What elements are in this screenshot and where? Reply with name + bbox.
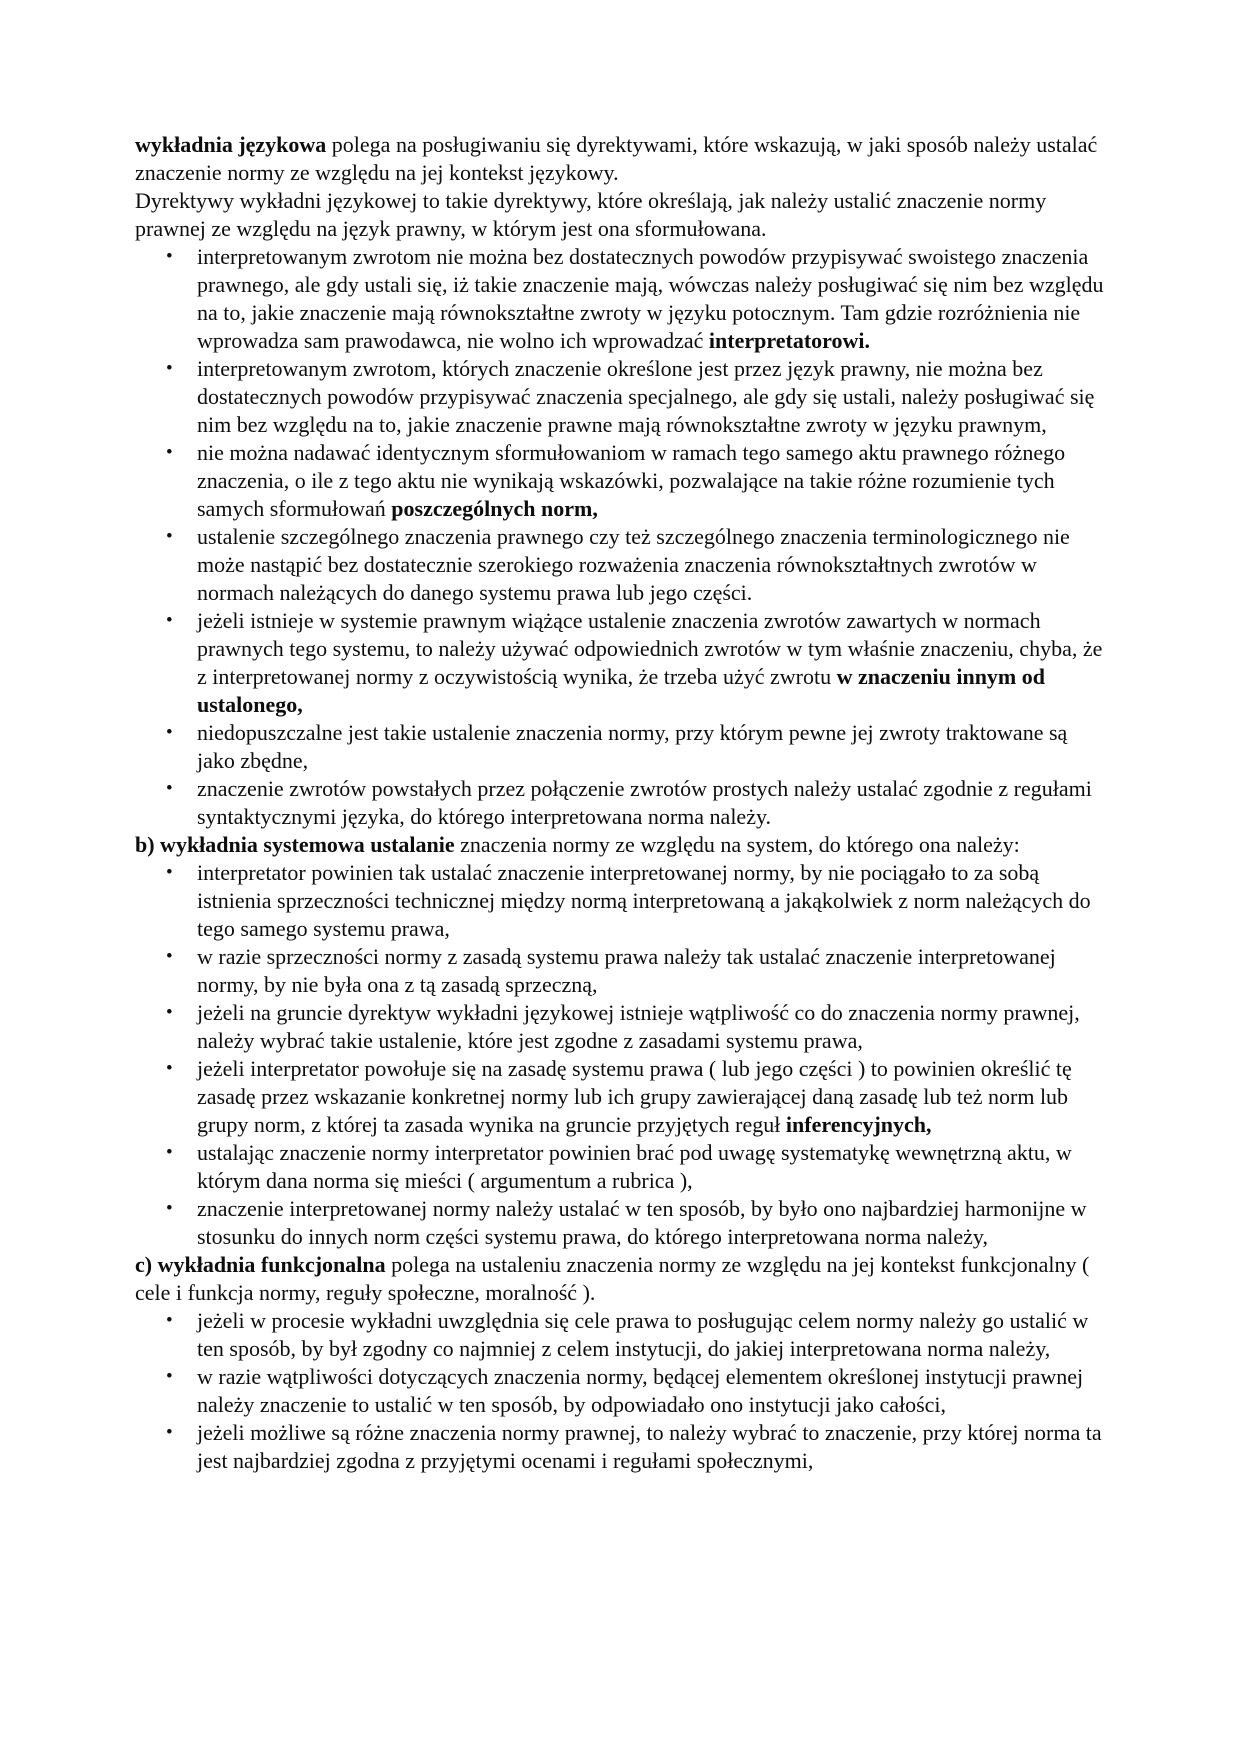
text-run: interpretator powinien tak ustalać znaczenie interpretowanej normy, by nie pociągało to za sobą istnienia sprzeczności technicznej między normą interpretowaną a jakąkolwiek z norm należących do tego samego systemu prawa, [197, 860, 1091, 941]
bullet-icon: • [166, 526, 173, 547]
section-heading-c [135, 1251, 1105, 1307]
list-item [135, 439, 1105, 523]
text-run: w razie sprzeczności normy z zasadą systemu prawa należy tak ustalać znaczenie interpretowanej normy, by nie była ona z tą zasadą sprzeczną, [197, 944, 1056, 997]
list-item [135, 943, 1105, 999]
list-item [135, 243, 1105, 355]
bullet-icon: • [166, 610, 173, 631]
text-run: niedopuszczalne jest takie ustalenie znaczenia normy, przy którym pewne jej zwroty traktowane są jako zbędne, [197, 720, 1068, 773]
list-item [135, 1419, 1105, 1475]
text-run: jeżeli istnieje w systemie prawnym wiążące ustalenie znaczenia zwrotów zawartych w normach prawnych tego systemu, to należy używać odpowiednich zwrotów w tym właśnie znaczeniu, chyba, że z interpretowanej normy z oczywistością wynika, że trzeba użyć zwrotu [197, 608, 1103, 689]
list-item [135, 999, 1105, 1055]
text-run-bold: wykładnia językowa [135, 132, 327, 157]
bullet-icon: • [166, 862, 173, 883]
text-run: znaczenie interpretowanej normy należy ustalać w ten sposób, by było ono najbardziej harmonijne w stosunku do innych norm części systemu prawa, do którego interpretowana norma należy, [197, 1196, 1087, 1249]
text-run-bold: inferencyjnych, [785, 1112, 932, 1137]
bullet-icon: • [166, 246, 173, 267]
bullet-icon: • [166, 722, 173, 743]
bullet-icon: • [166, 1310, 173, 1331]
bullet-icon: • [166, 442, 173, 463]
text-run: jeżeli możliwe są różne znaczenia normy prawnej, to należy wybrać to znaczenie, przy której norma ta jest najbardziej zgodna z przyjętymi ocenami i regułami społecznymi, [197, 1420, 1102, 1473]
text-run: interpretowanym zwrotom nie można bez dostatecznych powodów przypisywać swoistego znaczenia prawnego, ale gdy ustali się, iż takie znaczenie mają, wówczas należy posługiwać się nim bez względu na to, jakie znaczenie mają równokształtne zwroty w języku potocznym. Tam gdzie rozróżnienia nie wprowadza sam prawodawca, nie wolno ich wprowadzać [197, 244, 1104, 353]
list-item [135, 1307, 1105, 1363]
list-item [135, 1139, 1105, 1195]
text-run: interpretowanym zwrotom, których znaczenie określone jest przez język prawny, nie można bez dostatecznych powodów przypisywać znaczenia specjalnego, ale gdy się ustali, należy posługiwać się nim bez względu na to, jakie znaczenie prawne mają równokształtne zwroty w języku prawnym, [197, 356, 1095, 437]
text-run: polega na posługiwaniu się dyrektywami, które wskazują, w jaki sposób należy ustalać znaczenie normy ze względu na jej kontekst językowy. [135, 132, 1098, 185]
section-heading-b [135, 831, 1105, 859]
list-item [135, 1055, 1105, 1139]
text-run-bold: poszczególnych norm, [391, 496, 598, 521]
bullet-list-a [135, 243, 1105, 831]
bullet-icon: • [166, 1366, 173, 1387]
bullet-icon: • [166, 778, 173, 799]
text-run: w razie wątpliwości dotyczących znaczenia normy, będącej elementem określonej instytucji prawnej należy znaczenie to ustalić w ten sposób, by odpowiadało ono instytucji jako całości, [197, 1364, 1084, 1417]
bullet-icon: • [166, 358, 173, 379]
bullet-icon: • [166, 946, 173, 967]
bullet-list-c [135, 1307, 1105, 1475]
intro-paragraph-1 [135, 131, 1105, 187]
bullet-icon: • [166, 1198, 173, 1219]
list-item [135, 1363, 1105, 1419]
bullet-icon: • [166, 1058, 173, 1079]
bullet-icon: • [166, 1002, 173, 1023]
text-run: jeżeli interpretator powołuje się na zasadę systemu prawa ( lub jego części ) to powinien określić tę zasadę przez wskazanie konkretnej normy lub ich grupy zawierającej daną zasadę lub też norm lub grupy norm, z której ta zasada wynika na gruncie przyjętych reguł [197, 1056, 1072, 1137]
list-item [135, 355, 1105, 439]
list-item [135, 607, 1105, 719]
text-run: znaczenia normy ze względu na system, do którego ona należy: [454, 832, 1020, 857]
text-run: polega na ustaleniu znaczenia normy ze względu na jej kontekst funkcjonalny ( cele i funkcja normy, reguły społeczne, moralność ). [135, 1252, 1090, 1305]
bullet-icon: • [166, 1142, 173, 1163]
list-item [135, 775, 1105, 831]
text-run-bold: w znaczeniu innym od ustalonego, [197, 664, 1045, 717]
list-item [135, 859, 1105, 943]
text-run: Dyrektywy wykładni językowej to takie dyrektywy, które określają, jak należy ustalić znaczenie normy prawnej ze względu na język prawny, w którym jest ona sformułowana. [135, 188, 1047, 241]
text-run: znaczenie zwrotów powstałych przez połączenie zwrotów prostych należy ustalać zgodnie z regułami syntaktycznymi języka, do którego interpretowana norma należy. [197, 776, 1092, 829]
text-run: ustalając znaczenie normy interpretator powinien brać pod uwagę systematykę wewnętrzną aktu, w którym dana norma się mieści ( argumentum a rubrica ), [197, 1140, 1072, 1193]
text-run-bold: b) wykładnia systemowa ustalanie [135, 832, 455, 857]
text-run-bold: interpretatorowi. [708, 328, 871, 353]
list-item [135, 1195, 1105, 1251]
text-run: jeżeli na gruncie dyrektyw wykładni językowej istnieje wątpliwość co do znaczenia normy prawnej, należy wybrać takie ustalenie, które jest zgodne z zasadami systemu prawa, [197, 1000, 1080, 1053]
bullet-list-b [135, 859, 1105, 1251]
text-run: ustalenie szczególnego znaczenia prawnego czy też szczególnego znaczenia terminologicznego nie może nastąpić bez dostatecznie szerokiego rozważenia znaczenia równokształtnych zwrotów w normach należących do danego systemu prawa lub jego części. [197, 524, 1070, 605]
document-content [135, 131, 1105, 1475]
text-run: nie można nadawać identycznym sformułowaniom w ramach tego samego aktu prawnego różnego znaczenia, o ile z tego aktu nie wynikają wskazówki, pozwalające na takie różne rozumienie tych samych sformułowań [197, 440, 1066, 521]
intro-paragraph-2 [135, 187, 1105, 243]
text-run: jeżeli w procesie wykładni uwzględnia się cele prawa to posługując celem normy należy go ustalić w ten sposób, by był zgodny co najmniej z celem instytucji, do jakiej interpretowana norma należy, [197, 1308, 1089, 1361]
bullet-icon: • [166, 1422, 173, 1443]
list-item [135, 719, 1105, 775]
text-run-bold: c) wykładnia funkcjonalna [135, 1252, 386, 1277]
list-item [135, 523, 1105, 607]
